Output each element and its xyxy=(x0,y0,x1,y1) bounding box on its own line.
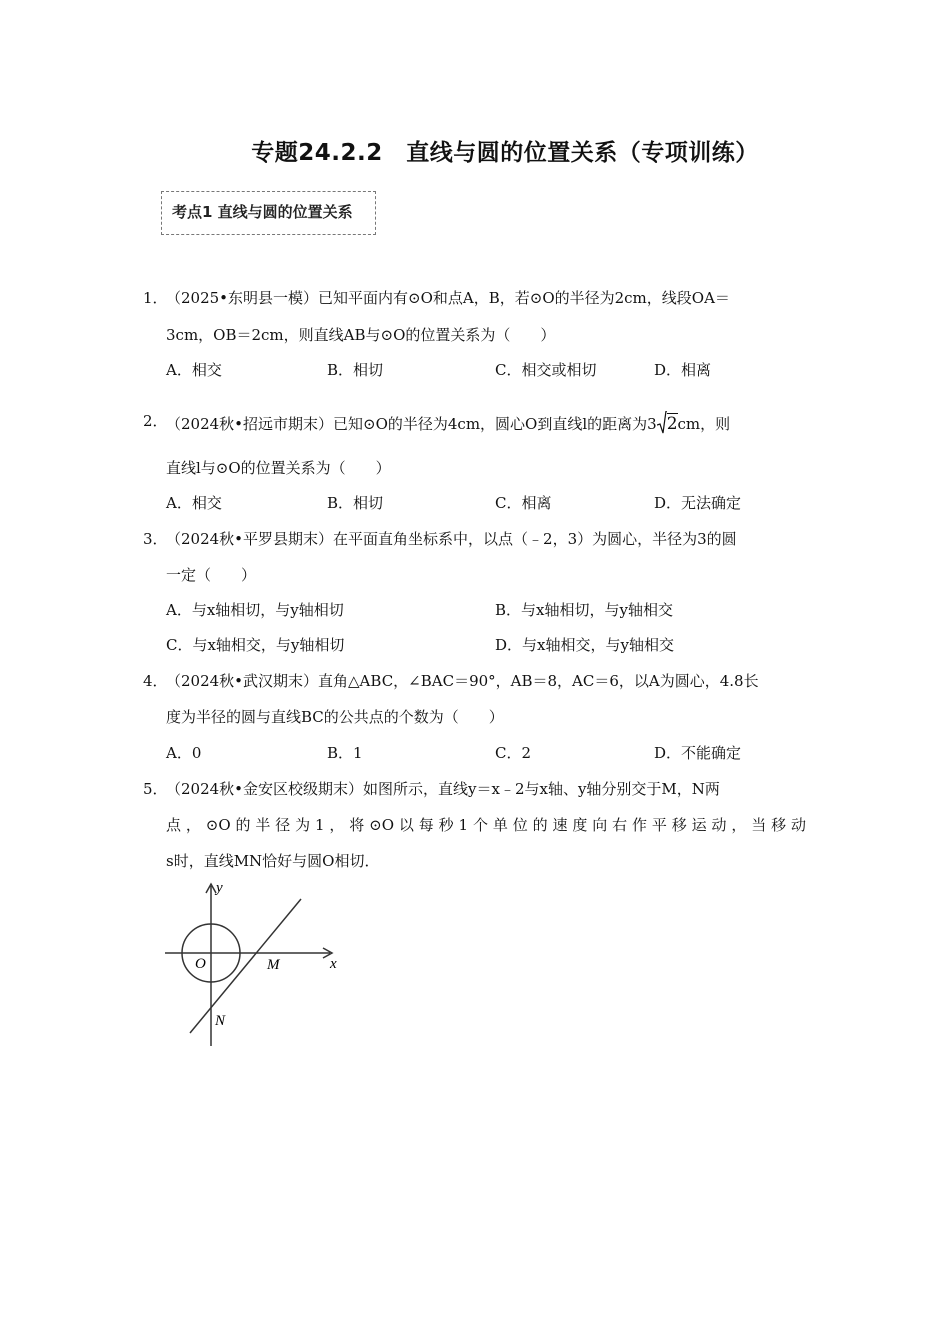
q2-option-a: A．相交 xyxy=(166,494,222,512)
q4-option-d: D．不能确定 xyxy=(654,744,742,762)
q2-sqrt-value: 2 xyxy=(666,414,678,434)
q5-line3: s时，直线MN恰好与圆O相切． xyxy=(166,852,380,870)
q2-line1 xyxy=(166,411,730,435)
q1-line1: （2025•东明县一模）已知平面内有⊙O和点A，B，若⊙O的半径为2cm，线段OA＝ xyxy=(166,289,730,307)
sqrt-symbol xyxy=(657,411,678,435)
q1-option-a: A．相交 xyxy=(166,361,222,379)
page-title: 专题24.2.2 直线与圆的位置关系（专项训练） xyxy=(251,140,759,166)
q1-line2: 3cm，OB＝2cm，则直线AB与⊙O的位置关系为（ ） xyxy=(166,326,556,344)
q1-option-c: C．相交或相切 xyxy=(495,361,597,379)
q4-option-c: C．2 xyxy=(495,744,532,762)
line-mn xyxy=(190,899,301,1033)
q3-number: 3． xyxy=(143,530,168,548)
q2-number: 2． xyxy=(143,412,168,430)
q2-option-d: D．无法确定 xyxy=(654,494,742,512)
q1-number: 1． xyxy=(143,289,168,307)
section-label: 考点1 直线与圆的位置关系 xyxy=(161,191,376,235)
q3-line1: （2024秋•平罗县期末）在平面直角坐标系中，以点（﹣2，3）为圆心，半径为3的圆 xyxy=(166,530,737,548)
q4-number: 4． xyxy=(143,672,168,690)
label-y: y xyxy=(216,880,223,896)
q1-option-d: D．相离 xyxy=(654,361,712,379)
q3-option-d: D．与x轴相交，与y轴相交 xyxy=(495,636,674,654)
q2-line1-start: （2024秋•招远市期末）已知⊙O的半径为4cm，圆心O到直线l的距离为3 xyxy=(166,415,657,433)
q2-line2: 直线l与⊙O的位置关系为（ ） xyxy=(166,459,391,477)
q4-option-b: B．1 xyxy=(327,744,363,762)
q4-line1: （2024秋•武汉期末）直角△ABC，∠BAC＝90°，AB＝8，AC＝6，以A为圆心，4.8长 xyxy=(166,672,759,690)
q3-option-a: A．与x轴相切，与y轴相切 xyxy=(166,601,344,619)
q1-option-b: B．相切 xyxy=(327,361,384,379)
q4-line2: 度为半径的圆与直线BC的公共点的个数为（ ） xyxy=(166,708,504,726)
q5-number: 5． xyxy=(143,780,168,798)
q2-line1-end: cm，则 xyxy=(677,415,731,433)
q5-figure xyxy=(160,878,345,1050)
q3-option-b: B．与x轴相切，与y轴相交 xyxy=(495,601,673,619)
label-x: x xyxy=(330,956,337,972)
radical-sign-icon xyxy=(657,411,667,435)
q3-option-c: C．与x轴相交，与y轴相切 xyxy=(166,636,345,654)
q5-line1: （2024秋•金安区校级期末）如图所示，直线y＝x﹣2与x轴、y轴分别交于M，N两 xyxy=(166,780,720,798)
q5-line2 xyxy=(166,815,806,835)
q2-option-b: B．相切 xyxy=(327,494,384,512)
label-o: O xyxy=(195,956,206,972)
q3-line2: 一定（ ） xyxy=(166,566,257,584)
label-n: N xyxy=(215,1013,226,1029)
label-m: M xyxy=(267,957,280,973)
q4-option-a: A．0 xyxy=(166,744,202,762)
q5-line2-text: 点，⊙O的半径为1，将⊙O以每秒1个单位的速度向右作平移运动，当移动 xyxy=(166,816,806,834)
q2-option-c: C．相离 xyxy=(495,494,552,512)
